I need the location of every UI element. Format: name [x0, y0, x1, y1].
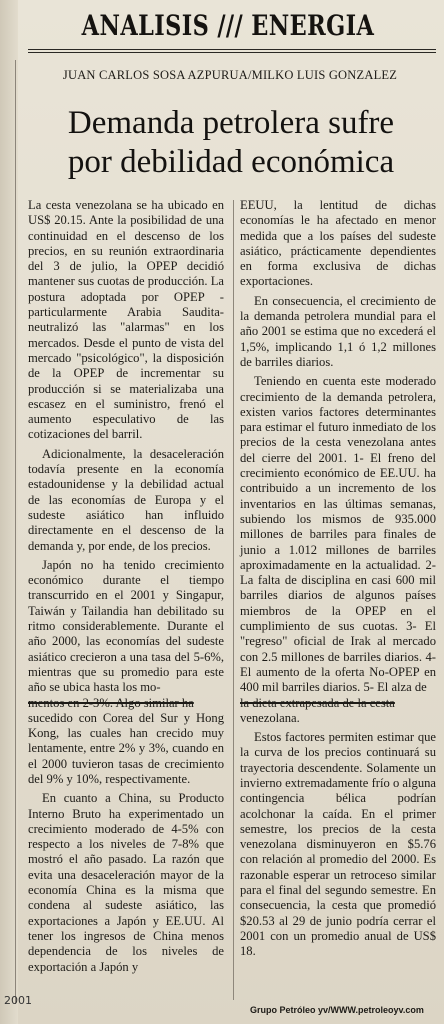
header-rule-top [28, 49, 436, 50]
paragraph: Adicionalmente, la desaceleración todavía presente en la economía estadounidense y la debilidad actual de las economías de Europa y el sudeste asiático han influido directamente en el descenso de la demanda y, por ende, de los precios. [28, 446, 224, 553]
source-credit: Grupo Petróleo yv/WWW.petroleoyv.com [250, 1005, 424, 1015]
paragraph: Teniendo en cuenta este moderado crecimiento de la demanda petrolera, existen varios factores determinantes para estimar el futuro inmediato de los precios de la cesta venezolana antes del cierre del 2001. 1- El freno del crecimiento económico de EE.UU. ha contribuido a un incremento de los inventarios en las últimas semanas, subiendo los mismos de 935.000 millones de barriles para finales de junio a 1.012 millones de barriles aproximadamente en la actualidad. 2- La falta de disciplina en casi 600 mil barriles diarios de algunos países miembros de la OPEP en el cumplimiento de sus cuotas. 3- El "regreso" oficial de Irak al mercado con 2.5 millones de barriles diarios. 4- El aumento de la oferta No-OPEP en 400 mil barriles diarios. 5- El alza de [240, 374, 436, 695]
struck-line: mentos en 2-3%. Algo similar ha [28, 695, 194, 710]
headline-line-1: Demanda petrolera sufre [67, 105, 395, 141]
paragraph: La cesta venezolana se ha ubicado en US$ 20.15. Ante la posibilidad de una continuidad en el descenso de los precios, en su reunión extraordinaria del 3 de julio, la OPEP decidió mantener sus cuotas de producción. La postura adoptada por OPEP - particularmente Arabia Saudita- neutralizó las "alarmas" en los mercados. Desde el punto de vista del mercado "psicológico", la disposición de la OPEP de incrementar su producción si se materializaba una escasez en el suministro, frenó el aumento especulativo de las cotizaciones del barril. [28, 198, 224, 442]
paragraph: sucedido con Corea del Sur y Hong Kong, las cuales han crecido muy lentamente, entre 2% y 3%, cuando en el 2000 tuvieron tasas de crecimiento del 9% y 10%, respectivamente. [28, 710, 224, 786]
page-margin [0, 0, 18, 1024]
article-column-right [240, 198, 436, 964]
paragraph: En consecuencia, el crecimiento de la demanda petrolera mundial para el año 2001 se estima que no excederá el 1,5%, implicando 1,1 ó 1,2 millones de barriles diarios. [240, 293, 436, 369]
column-divider [233, 200, 234, 1000]
section-header: ANALISIS /// ENERGIA [81, 9, 375, 42]
paragraph: Japón no ha tenido crecimiento económico durante el tiempo transcurrido en el 2001 y Singapur, Taiwán y Tailandia han debilitado su ritmo considerablemente. Durante el año 2000, las economías del sudeste asiático crecieron a una tasa del 5-6%, mientras que su promedio para este año se ubica hasta los mo- [28, 557, 224, 695]
article-column-left [28, 198, 224, 979]
headline [26, 104, 436, 182]
paragraph: En cuanto a China, su Producto Interno Bruto ha experimentado un crecimiento moderado de 4-5% con respecto a los niveles de 7-8% que mostró el año pasado. La razón que evita una desaceleración mayor de la economía China es la misma que condena al sudeste asiático, las exportaciones a Japón y EE.UU. Al tener los ingresos de China menos dependencia de los niveles de exportación a Japón y [28, 791, 224, 974]
header-rule-bottom [28, 52, 436, 53]
margin-rule [15, 60, 16, 1004]
byline: JUAN CARLOS SOSA AZPURUA/MILKO LUIS GONZALEZ [62, 68, 398, 82]
paragraph: Estos factores permiten estimar que la curva de los precios continuará su trayectoria descendente. Solamente un invierno extremadamente frío o alguna contingencia bélica podrían acolchonar la caída. En el primer semestre, los precios de la cesta venezolana disminuyeron en $5.76 con relación al promedio del 2000. Es razonable esperar un retroceso similar para el final del segundo semestre. En consecuencia, la cesta que promedió $20.53 al 29 de junio podría cerrar el 2001 con un promedio anual de US$ 18. [240, 730, 436, 959]
headline-line-2: por debilidad económica [67, 144, 395, 180]
paragraph: EEUU, la lentitud de dichas economías le ha afectado en menor medida que a los países del sudeste asiático, prácticamente dependientes en forma exclusiva de dichas exportaciones. [240, 198, 436, 289]
struck-line: la dieta extrapesada de la cesta [240, 695, 395, 710]
page-number: 2001 [4, 994, 32, 1007]
paragraph: venezolana. [240, 710, 300, 725]
